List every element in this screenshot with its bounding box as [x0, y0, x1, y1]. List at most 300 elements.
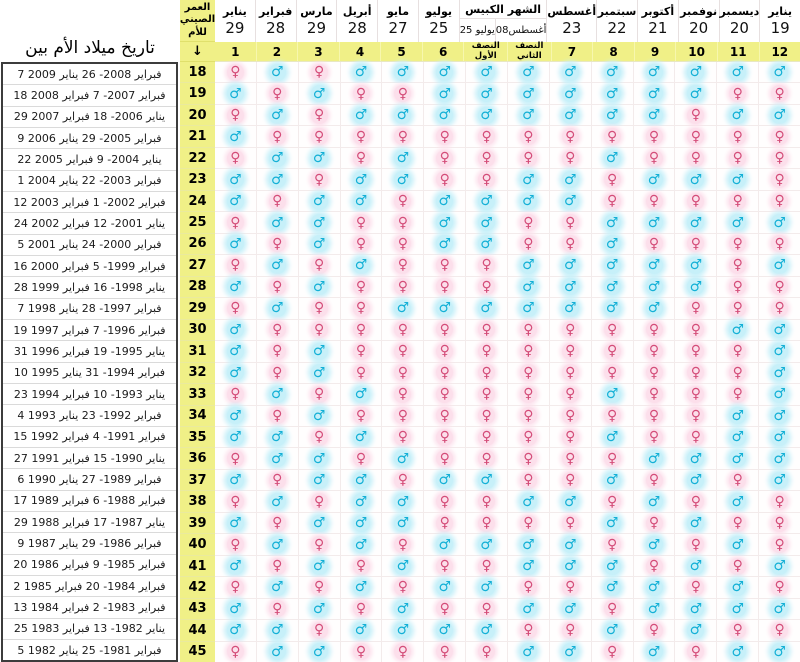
- male-icon: ♂: [227, 558, 244, 575]
- cell-female: [299, 384, 341, 404]
- cell-female: [550, 320, 592, 340]
- cell-female: [550, 448, 592, 468]
- cell-female: [550, 406, 592, 426]
- male-icon: ♂: [353, 579, 370, 596]
- male-icon: ♂: [269, 450, 286, 467]
- female-icon: ♀: [311, 257, 328, 274]
- down-arrow-icon: ↓: [180, 42, 215, 62]
- month-start-day: 29: [225, 19, 245, 37]
- cell-female: [675, 105, 717, 125]
- cell-male: [592, 470, 634, 490]
- month-start-day: 22: [607, 19, 627, 37]
- cell-male: [215, 406, 257, 426]
- month-name: أغسطس: [547, 5, 597, 18]
- cell-female: [341, 83, 383, 103]
- cell-female: [257, 341, 299, 361]
- mother-age-cell: 32: [180, 363, 215, 384]
- cell-male: [341, 62, 383, 82]
- female-icon: ♀: [436, 600, 453, 617]
- female-icon: ♀: [771, 493, 788, 510]
- female-icon: ♀: [562, 321, 579, 338]
- cell-female: [466, 599, 508, 619]
- cell-male: [717, 105, 759, 125]
- month-header-cell: [679, 0, 720, 42]
- cell-male: [634, 534, 676, 554]
- cell-male: [341, 255, 383, 275]
- male-icon: ♂: [394, 150, 411, 167]
- mother-birthdate-range: 16 فبراير 1999- 5 فبراير 2000: [3, 256, 176, 277]
- cell-female: [550, 126, 592, 146]
- female-icon: ♀: [227, 107, 244, 124]
- cell-male: [634, 212, 676, 232]
- male-icon: ♂: [478, 300, 495, 317]
- male-icon: ♂: [771, 407, 788, 424]
- male-icon: ♂: [771, 107, 788, 124]
- male-icon: ♂: [604, 558, 621, 575]
- male-icon: ♂: [353, 107, 370, 124]
- female-icon: ♀: [646, 515, 663, 532]
- female-icon: ♀: [604, 450, 621, 467]
- male-icon: ♂: [520, 193, 537, 210]
- cell-male: [508, 642, 550, 662]
- male-icon: ♂: [227, 343, 244, 360]
- cell-female: [759, 513, 800, 533]
- female-icon: ♀: [604, 343, 621, 360]
- month-number: 11: [718, 42, 760, 61]
- male-icon: ♂: [687, 214, 704, 231]
- cell-female: [592, 363, 634, 383]
- month-start-day: 20: [729, 19, 749, 37]
- gender-row: [215, 642, 800, 662]
- female-icon: ♀: [436, 321, 453, 338]
- female-icon: ♀: [311, 579, 328, 596]
- female-icon: ♀: [353, 150, 370, 167]
- cell-female: [759, 169, 800, 189]
- female-icon: ♀: [729, 128, 746, 145]
- cell-male: [675, 513, 717, 533]
- male-icon: ♂: [227, 171, 244, 188]
- female-icon: ♀: [436, 493, 453, 510]
- cell-female: [424, 384, 466, 404]
- cell-male: [675, 255, 717, 275]
- cell-male: [592, 556, 634, 576]
- male-icon: ♂: [436, 472, 453, 489]
- male-icon: ♂: [687, 472, 704, 489]
- male-icon: ♂: [771, 257, 788, 274]
- cell-male: [759, 642, 800, 662]
- female-icon: ♀: [562, 515, 579, 532]
- female-icon: ♀: [394, 193, 411, 210]
- female-icon: ♀: [478, 450, 495, 467]
- female-icon: ♀: [394, 85, 411, 102]
- male-icon: ♂: [562, 193, 579, 210]
- female-icon: ♀: [353, 600, 370, 617]
- male-icon: ♂: [646, 450, 663, 467]
- mother-birthdate-range: 29 يناير 1987- 17 فبراير 1988: [3, 512, 176, 533]
- male-icon: ♂: [478, 214, 495, 231]
- cell-male: [675, 620, 717, 640]
- female-icon: ♀: [729, 150, 746, 167]
- female-icon: ♀: [478, 643, 495, 660]
- female-icon: ♀: [771, 128, 788, 145]
- cell-female: [424, 277, 466, 297]
- cell-female: [215, 62, 257, 82]
- female-icon: ♀: [478, 128, 495, 145]
- cell-male: [592, 577, 634, 597]
- cell-male: [759, 105, 800, 125]
- male-icon: ♂: [604, 622, 621, 639]
- female-icon: ♀: [729, 386, 746, 403]
- mother-birthdate-range: 18 فبراير 2007- 7 فبراير 2008: [3, 85, 176, 106]
- cell-male: [634, 83, 676, 103]
- cell-male: [759, 599, 800, 619]
- cell-female: [257, 406, 299, 426]
- female-icon: ♀: [394, 235, 411, 252]
- male-icon: ♂: [394, 64, 411, 81]
- female-icon: ♀: [520, 472, 537, 489]
- cell-female: [508, 234, 550, 254]
- cell-male: [508, 599, 550, 619]
- leap-half-date: 25 يوليو: [460, 19, 496, 42]
- cell-male: [299, 470, 341, 490]
- cell-male: [675, 83, 717, 103]
- cell-female: [424, 513, 466, 533]
- mother-age-cell: 33: [180, 384, 215, 405]
- cell-male: [299, 448, 341, 468]
- month-number: 10: [676, 42, 718, 61]
- male-icon: ♂: [311, 364, 328, 381]
- male-icon: ♂: [478, 85, 495, 102]
- cell-female: [634, 234, 676, 254]
- cell-male: [341, 491, 383, 511]
- female-icon: ♀: [394, 343, 411, 360]
- cell-female: [508, 126, 550, 146]
- male-icon: ♂: [646, 643, 663, 660]
- gender-row: [215, 105, 800, 126]
- cell-female: [257, 556, 299, 576]
- cell-female: [759, 620, 800, 640]
- male-icon: ♂: [269, 150, 286, 167]
- cell-female: [424, 427, 466, 447]
- cell-male: [550, 169, 592, 189]
- female-icon: ♀: [604, 128, 621, 145]
- male-icon: ♂: [311, 600, 328, 617]
- female-icon: ♀: [729, 343, 746, 360]
- cell-female: [341, 556, 383, 576]
- cell-male: [424, 620, 466, 640]
- mother-birthdate-range: 10 فبراير 1994- 31 يناير 1995: [3, 363, 176, 384]
- female-icon: ♀: [394, 364, 411, 381]
- female-icon: ♀: [353, 300, 370, 317]
- cell-female: [215, 148, 257, 168]
- female-icon: ♀: [771, 515, 788, 532]
- cell-male: [634, 62, 676, 82]
- female-icon: ♀: [394, 472, 411, 489]
- cell-male: [257, 620, 299, 640]
- cell-male: [215, 234, 257, 254]
- cell-female: [424, 126, 466, 146]
- cell-female: [592, 491, 634, 511]
- female-icon: ♀: [687, 536, 704, 553]
- gender-row: [215, 620, 800, 641]
- cell-male: [634, 491, 676, 511]
- male-icon: ♂: [604, 579, 621, 596]
- cell-male: [257, 384, 299, 404]
- cell-male: [257, 534, 299, 554]
- cell-male: [759, 556, 800, 576]
- female-icon: ♀: [520, 343, 537, 360]
- female-icon: ♀: [478, 171, 495, 188]
- male-icon: ♂: [269, 622, 286, 639]
- mother-age-cell: 21: [180, 126, 215, 147]
- cell-male: [299, 212, 341, 232]
- cell-female: [341, 234, 383, 254]
- cell-female: [299, 62, 341, 82]
- female-icon: ♀: [646, 558, 663, 575]
- female-icon: ♀: [436, 386, 453, 403]
- gender-grid-body: [215, 62, 800, 662]
- cell-male: [592, 83, 634, 103]
- female-icon: ♀: [646, 343, 663, 360]
- male-icon: ♂: [394, 107, 411, 124]
- male-icon: ♂: [436, 536, 453, 553]
- cell-female: [508, 427, 550, 447]
- male-icon: ♂: [520, 643, 537, 660]
- cell-female: [508, 448, 550, 468]
- female-icon: ♀: [436, 257, 453, 274]
- female-icon: ♀: [520, 150, 537, 167]
- cell-male: [382, 62, 424, 82]
- cell-female: [634, 406, 676, 426]
- cell-female: [382, 320, 424, 340]
- cell-female: [466, 406, 508, 426]
- mother-birthdate-range: 28 يناير 1998- 16 فبراير 1999: [3, 277, 176, 298]
- female-icon: ♀: [687, 300, 704, 317]
- male-icon: ♂: [729, 107, 746, 124]
- mother-age-cell: 23: [180, 169, 215, 190]
- male-icon: ♂: [520, 257, 537, 274]
- month-number: 7: [552, 42, 594, 61]
- leap-month-title: الشهر الكبيس: [460, 0, 547, 19]
- cell-male: [550, 105, 592, 125]
- cell-male: [717, 448, 759, 468]
- cell-male: [759, 212, 800, 232]
- cell-female: [759, 577, 800, 597]
- cell-female: [592, 599, 634, 619]
- cell-male: [215, 320, 257, 340]
- cell-male: [717, 169, 759, 189]
- male-icon: ♂: [436, 193, 453, 210]
- cell-male: [675, 62, 717, 82]
- cell-female: [424, 169, 466, 189]
- cell-male: [215, 470, 257, 490]
- cell-male: [634, 255, 676, 275]
- month-name: يوليو: [425, 5, 453, 18]
- cell-male: [634, 642, 676, 662]
- male-icon: ♂: [646, 257, 663, 274]
- male-icon: ♂: [562, 257, 579, 274]
- male-icon: ♂: [227, 622, 244, 639]
- male-icon: ♂: [436, 235, 453, 252]
- cell-male: [634, 105, 676, 125]
- gender-row: [215, 341, 800, 362]
- female-icon: ♀: [729, 622, 746, 639]
- male-icon: ♂: [353, 493, 370, 510]
- cell-female: [424, 642, 466, 662]
- cell-female: [675, 491, 717, 511]
- male-icon: ♂: [771, 558, 788, 575]
- cell-male: [592, 234, 634, 254]
- cell-male: [675, 556, 717, 576]
- female-icon: ♀: [478, 558, 495, 575]
- cell-female: [299, 427, 341, 447]
- cell-male: [592, 277, 634, 297]
- cell-male: [257, 212, 299, 232]
- cell-female: [634, 320, 676, 340]
- cell-male: [424, 62, 466, 82]
- female-icon: ♀: [353, 407, 370, 424]
- month-header-cell: [547, 0, 597, 42]
- cell-female: [466, 491, 508, 511]
- female-icon: ♀: [353, 85, 370, 102]
- female-icon: ♀: [562, 407, 579, 424]
- mother-birthdate-range: 22 يناير 2004- 9 فبراير 2005: [3, 149, 176, 170]
- cell-male: [759, 470, 800, 490]
- male-icon: ♂: [269, 429, 286, 446]
- female-icon: ♀: [227, 493, 244, 510]
- male-icon: ♂: [311, 343, 328, 360]
- female-icon: ♀: [227, 300, 244, 317]
- cell-male: [508, 534, 550, 554]
- gender-row: [215, 83, 800, 104]
- cell-female: [675, 427, 717, 447]
- cell-male: [215, 341, 257, 361]
- cell-male: [592, 62, 634, 82]
- gender-row: [215, 534, 800, 555]
- female-icon: ♀: [687, 386, 704, 403]
- male-icon: ♂: [311, 193, 328, 210]
- gender-row: [215, 212, 800, 233]
- cell-female: [466, 255, 508, 275]
- cell-male: [717, 642, 759, 662]
- male-icon: ♂: [604, 235, 621, 252]
- cell-male: [508, 191, 550, 211]
- cell-male: [675, 448, 717, 468]
- male-icon: ♂: [604, 150, 621, 167]
- cell-male: [424, 534, 466, 554]
- gender-row: [215, 577, 800, 598]
- cell-female: [634, 341, 676, 361]
- female-icon: ♀: [562, 579, 579, 596]
- male-icon: ♂: [227, 128, 244, 145]
- gender-row: [215, 148, 800, 169]
- month-header-cell: [419, 0, 460, 42]
- male-icon: ♂: [227, 193, 244, 210]
- mother-age-cell: 31: [180, 341, 215, 362]
- female-icon: ♀: [269, 343, 286, 360]
- male-icon: ♂: [729, 600, 746, 617]
- male-icon: ♂: [436, 214, 453, 231]
- male-icon: ♂: [604, 429, 621, 446]
- cell-male: [382, 620, 424, 640]
- cell-female: [424, 406, 466, 426]
- female-icon: ♀: [478, 515, 495, 532]
- male-icon: ♂: [436, 107, 453, 124]
- female-icon: ♀: [771, 278, 788, 295]
- female-icon: ♀: [394, 536, 411, 553]
- male-icon: ♂: [729, 493, 746, 510]
- cell-male: [717, 577, 759, 597]
- cell-male: [382, 448, 424, 468]
- female-icon: ♀: [436, 150, 453, 167]
- female-icon: ♀: [646, 128, 663, 145]
- male-icon: ♂: [646, 107, 663, 124]
- cell-female: [759, 148, 800, 168]
- cell-female: [299, 620, 341, 640]
- male-icon: ♂: [311, 85, 328, 102]
- male-icon: ♂: [478, 107, 495, 124]
- female-icon: ♀: [353, 364, 370, 381]
- cell-male: [341, 105, 383, 125]
- cell-male: [257, 169, 299, 189]
- cell-female: [341, 642, 383, 662]
- cell-male: [257, 298, 299, 318]
- gender-row: [215, 448, 800, 469]
- female-icon: ♀: [687, 364, 704, 381]
- cell-male: [717, 534, 759, 554]
- male-icon: ♂: [269, 493, 286, 510]
- female-icon: ♀: [604, 536, 621, 553]
- month-header-cell: [215, 0, 256, 42]
- female-icon: ♀: [436, 407, 453, 424]
- cell-male: [759, 341, 800, 361]
- male-icon: ♂: [269, 643, 286, 660]
- month-header-cell: [378, 0, 419, 42]
- cell-female: [508, 406, 550, 426]
- cell-female: [592, 448, 634, 468]
- cell-male: [215, 427, 257, 447]
- cell-male: [759, 320, 800, 340]
- cell-female: [717, 341, 759, 361]
- male-icon: ♂: [687, 257, 704, 274]
- cell-female: [299, 126, 341, 146]
- cell-female: [299, 255, 341, 275]
- gender-row: [215, 298, 800, 319]
- mother-age-cell: 18: [180, 62, 215, 83]
- male-icon: ♂: [771, 64, 788, 81]
- female-icon: ♀: [771, 150, 788, 167]
- cell-female: [550, 577, 592, 597]
- mother-age-cell: 45: [188, 644, 207, 660]
- female-icon: ♀: [562, 214, 579, 231]
- cell-male: [759, 384, 800, 404]
- mother-age-cell: 35: [180, 427, 215, 448]
- female-icon: ♀: [311, 536, 328, 553]
- female-icon: ♀: [729, 85, 746, 102]
- male-icon: ♂: [478, 235, 495, 252]
- cell-female: [550, 341, 592, 361]
- cell-male: [550, 255, 592, 275]
- female-icon: ♀: [771, 193, 788, 210]
- female-icon: ♀: [394, 579, 411, 596]
- cell-male: [466, 191, 508, 211]
- cell-female: [550, 234, 592, 254]
- mother-age-cell: 39: [180, 513, 215, 534]
- male-icon: ♂: [771, 643, 788, 660]
- male-icon: ♂: [604, 515, 621, 532]
- cell-female: [592, 169, 634, 189]
- cell-male: [466, 620, 508, 640]
